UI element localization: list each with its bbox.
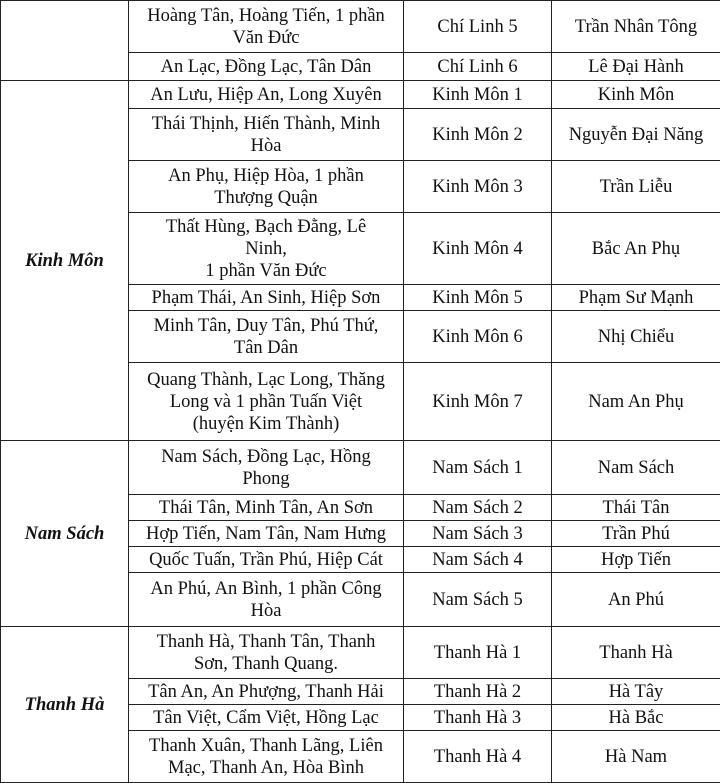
communes-cell: An Lạc, Đồng Lạc, Tân Dân — [129, 53, 404, 81]
new-unit-name-cell: Hợp Tiến — [552, 547, 720, 573]
new-unit-name-cell: Nguyễn Đại Năng — [552, 109, 720, 161]
new-unit-code-cell: Nam Sách 5 — [404, 573, 552, 627]
communes-cell: Thất Hùng, Bạch Đằng, Lê Ninh, 1 phần Văn Đức — [129, 213, 404, 285]
district-cell: Nam Sách — [1, 441, 129, 627]
communes-cell: Thanh Xuân, Thanh Lãng, Liên Mạc, Thanh An, Hòa Bình — [129, 731, 404, 783]
new-unit-code-cell: Chí Linh 5 — [404, 1, 552, 53]
new-unit-name-cell: Lê Đại Hành — [552, 53, 720, 81]
district-cell: Thanh Hà — [1, 627, 129, 783]
new-unit-code-cell: Nam Sách 3 — [404, 521, 552, 547]
new-unit-code-cell: Kinh Môn 5 — [404, 285, 552, 311]
new-unit-code-cell: Nam Sách 4 — [404, 547, 552, 573]
communes-cell: Nam Sách, Đồng Lạc, Hồng Phong — [129, 441, 404, 495]
new-unit-name-cell: Kinh Môn — [552, 81, 720, 109]
new-unit-name-cell: Hà Nam — [552, 731, 720, 783]
new-unit-code-cell: Chí Linh 6 — [404, 53, 552, 81]
new-unit-name-cell: Phạm Sư Mạnh — [552, 285, 720, 311]
communes-cell: An Lưu, Hiệp An, Long Xuyên — [129, 81, 404, 109]
new-unit-name-cell: Nam Sách — [552, 441, 720, 495]
communes-cell: Quốc Tuấn, Trần Phú, Hiệp Cát — [129, 547, 404, 573]
new-unit-name-cell: Hà Bắc — [552, 705, 720, 731]
communes-cell: Phạm Thái, An Sinh, Hiệp Sơn — [129, 285, 404, 311]
new-unit-code-cell: Kinh Môn 1 — [404, 81, 552, 109]
table-row — [1, 81, 720, 109]
table-row — [1, 441, 720, 495]
table-row — [1, 1, 720, 53]
new-unit-code-cell: Kinh Môn 3 — [404, 161, 552, 213]
communes-cell: Quang Thành, Lạc Long, Thăng Long và 1 phần Tuấn Việt (huyện Kim Thành) — [129, 363, 404, 441]
communes-cell: Thái Tân, Minh Tân, An Sơn — [129, 495, 404, 521]
new-unit-code-cell: Thanh Hà 2 — [404, 679, 552, 705]
new-unit-name-cell: Hà Tây — [552, 679, 720, 705]
communes-cell: Minh Tân, Duy Tân, Phú Thứ, Tân Dân — [129, 311, 404, 363]
table-row — [1, 627, 720, 679]
communes-cell: Thanh Hà, Thanh Tân, Thanh Sơn, Thanh Quang. — [129, 627, 404, 679]
new-unit-name-cell: Thanh Hà — [552, 627, 720, 679]
new-unit-code-cell: Nam Sách 1 — [404, 441, 552, 495]
new-unit-code-cell: Kinh Môn 2 — [404, 109, 552, 161]
new-unit-name-cell: An Phú — [552, 573, 720, 627]
new-unit-code-cell: Kinh Môn 4 — [404, 213, 552, 285]
new-unit-code-cell: Thanh Hà 1 — [404, 627, 552, 679]
new-unit-code-cell: Nam Sách 2 — [404, 495, 552, 521]
new-unit-name-cell: Trần Nhân Tông — [552, 1, 720, 53]
new-unit-name-cell: Thái Tân — [552, 495, 720, 521]
new-unit-name-cell: Bắc An Phụ — [552, 213, 720, 285]
new-unit-code-cell: Kinh Môn 7 — [404, 363, 552, 441]
new-unit-name-cell: Trần Liễu — [552, 161, 720, 213]
new-unit-code-cell: Thanh Hà 4 — [404, 731, 552, 783]
communes-cell: An Phụ, Hiệp Hòa, 1 phần Thượng Quận — [129, 161, 404, 213]
communes-cell: Hoàng Tân, Hoàng Tiến, 1 phần Văn Đức — [129, 1, 404, 53]
district-cell: Kinh Môn — [1, 81, 129, 441]
communes-cell: Tân Việt, Cẩm Việt, Hồng Lạc — [129, 705, 404, 731]
new-unit-name-cell: Nam An Phụ — [552, 363, 720, 441]
new-unit-name-cell: Nhị Chiểu — [552, 311, 720, 363]
new-unit-code-cell: Thanh Hà 3 — [404, 705, 552, 731]
communes-cell: Tân An, An Phượng, Thanh Hải — [129, 679, 404, 705]
new-unit-code-cell: Kinh Môn 6 — [404, 311, 552, 363]
communes-cell: Hợp Tiến, Nam Tân, Nam Hưng — [129, 521, 404, 547]
communes-cell: An Phú, An Bình, 1 phần Công Hòa — [129, 573, 404, 627]
new-unit-name-cell: Trần Phú — [552, 521, 720, 547]
district-cell — [1, 1, 129, 81]
communes-cell: Thái Thịnh, Hiến Thành, Minh Hòa — [129, 109, 404, 161]
